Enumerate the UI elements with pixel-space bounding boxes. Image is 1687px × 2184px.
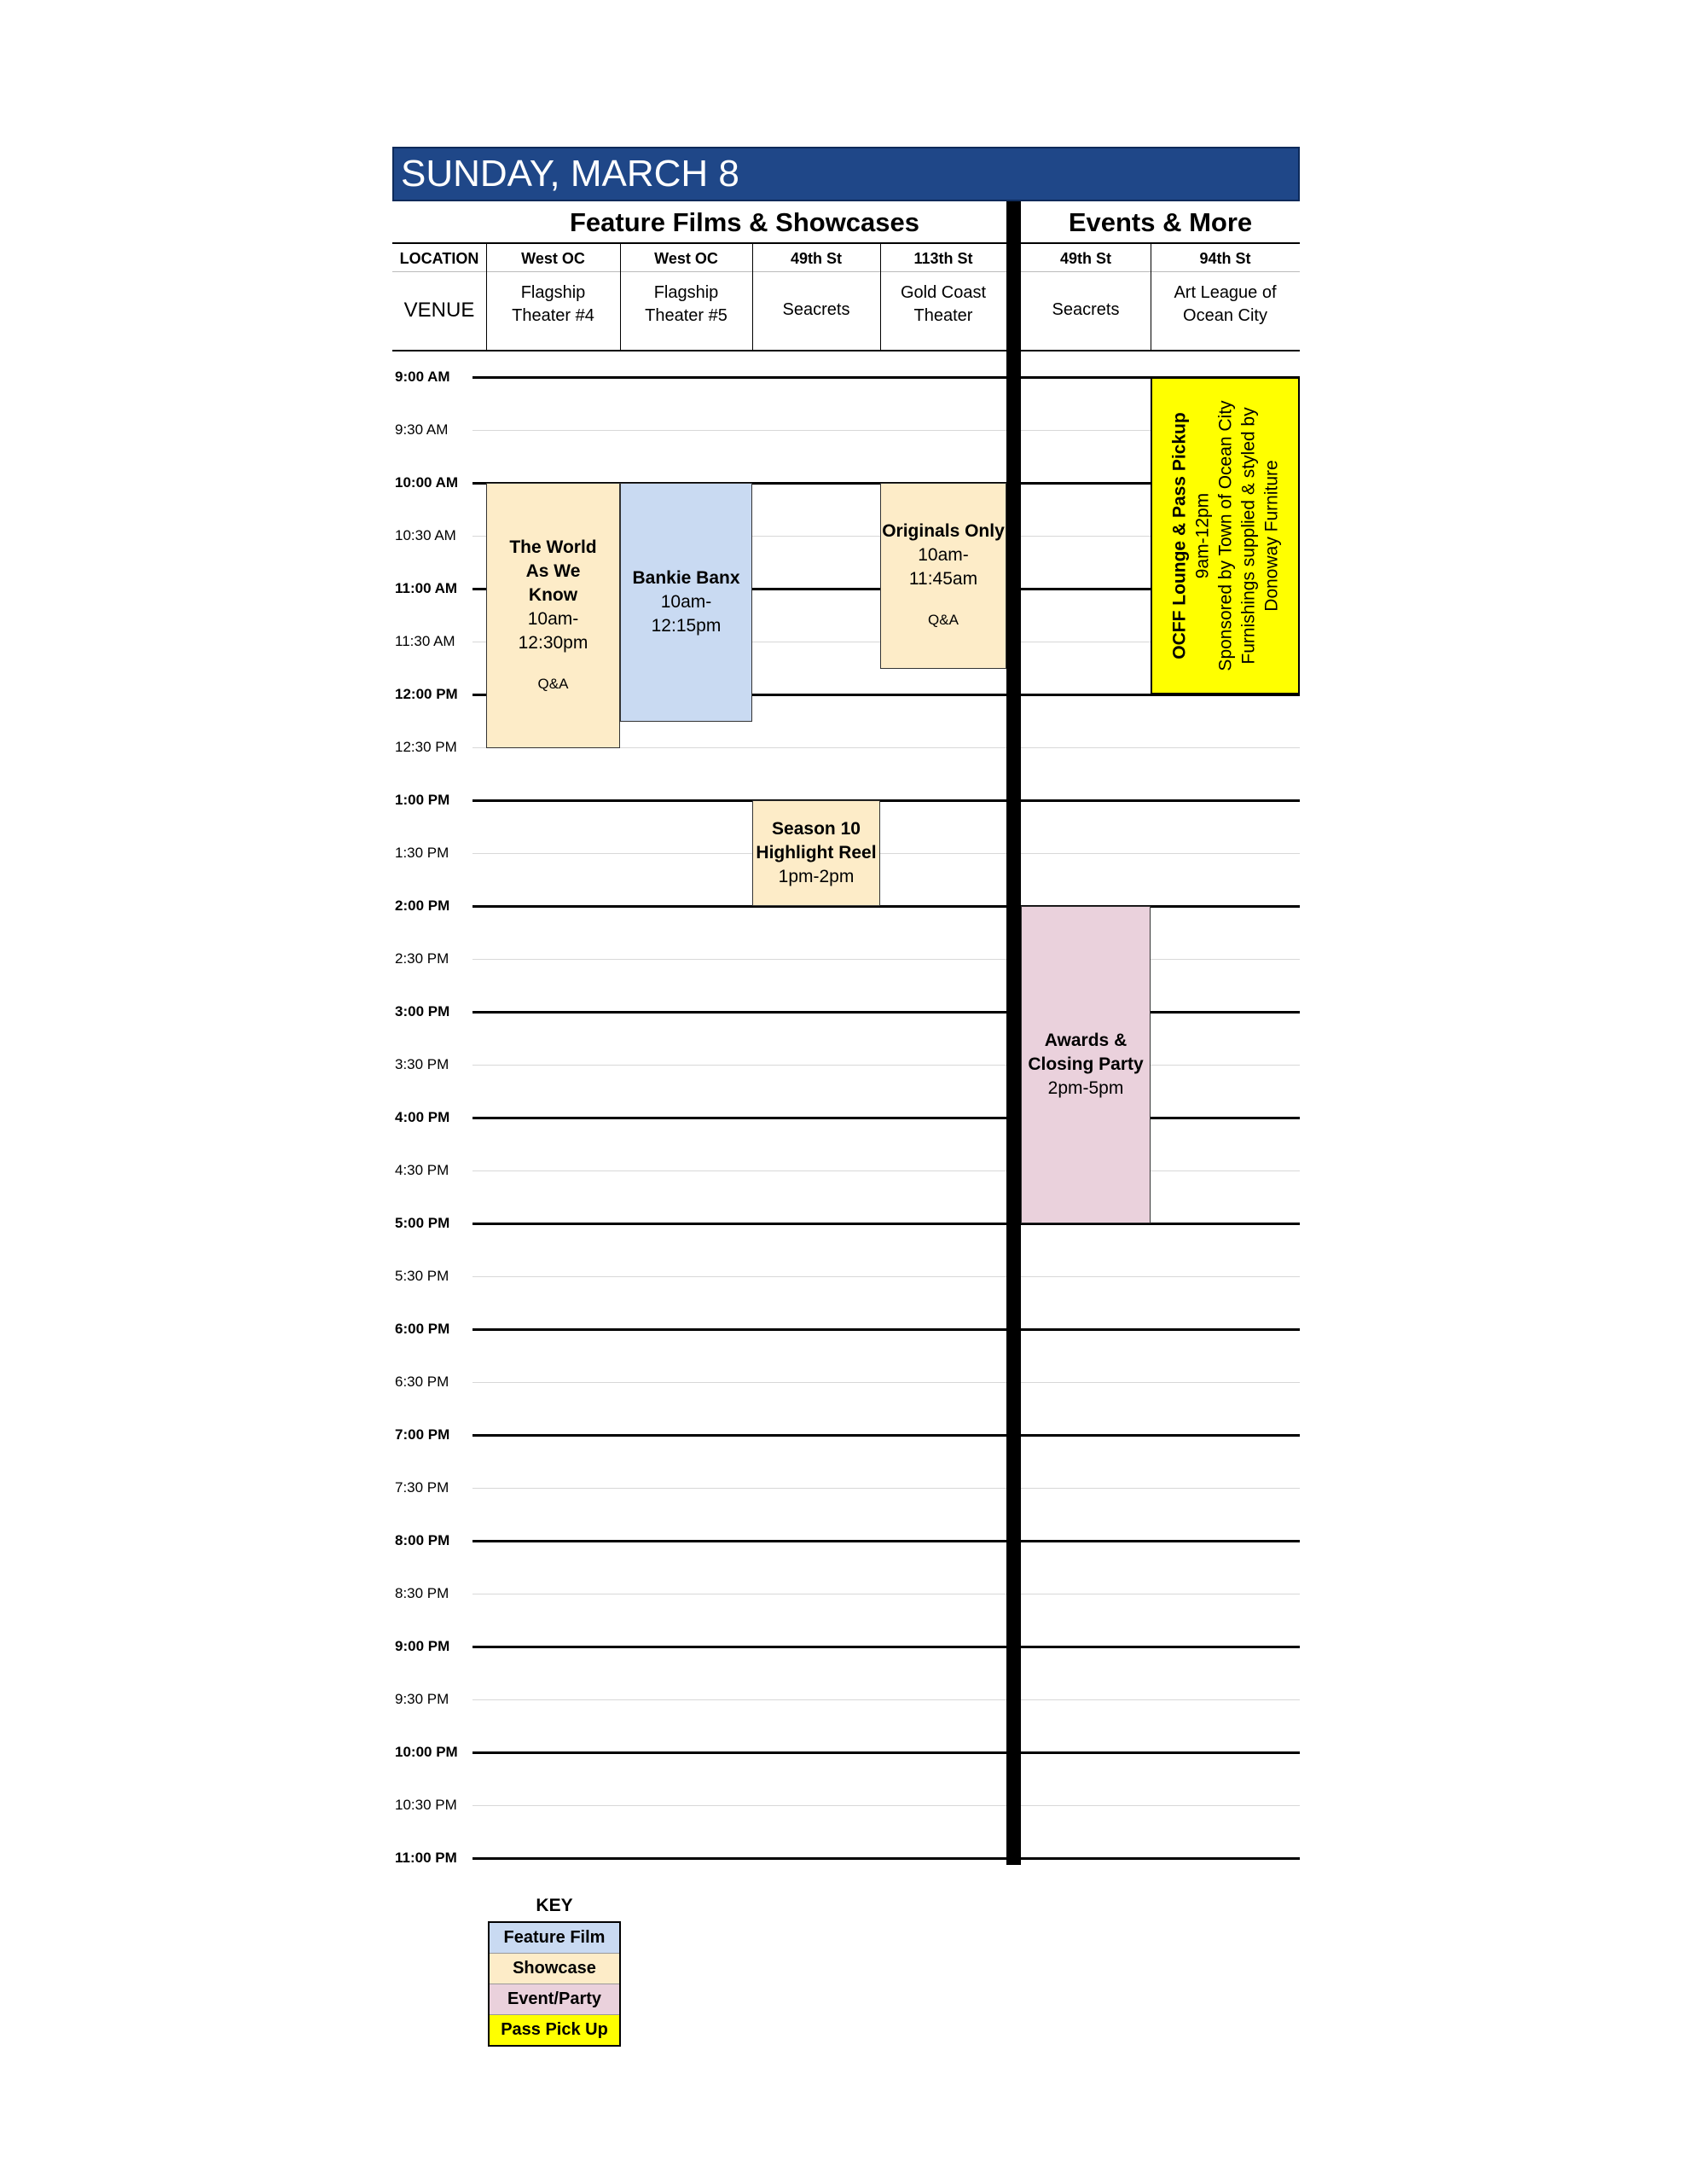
time-label: 7:00 PM [395,1426,450,1443]
legend [488,1921,621,2047]
venue-cell [1021,299,1151,322]
rotated-event-text [1168,382,1283,689]
hour-rule [472,1328,1300,1331]
hour-rule [472,1223,1300,1225]
event-sponsor: Donoway Furniture [1261,460,1281,612]
event-the-world-as-we-know[interactable] [486,483,620,748]
hour-rule [472,1117,1300,1119]
hour-rule [472,1857,1300,1860]
venue-line: Ocean City [1183,306,1267,325]
location-row-label: LOCATION [399,250,479,267]
half-hour-rule [472,1276,1300,1277]
event-time: 10am- [918,545,969,565]
time-label: 5:30 PM [395,1268,449,1284]
venue-line: Theater #4 [512,306,594,325]
event-originals-only[interactable] [880,483,1006,669]
time-label: 10:30 AM [395,527,456,543]
event-title: Originals Only [882,521,1005,541]
event-note: Q&A [928,612,959,628]
event-sponsor: Sponsored by Town of Ocean City [1215,400,1235,671]
hour-rule [472,1646,1300,1648]
time-label: 2:30 PM [395,950,449,967]
event-time: 2pm-5pm [1047,1078,1124,1098]
section-divider [1006,201,1021,1865]
event-time: 11:45am [908,569,978,589]
half-hour-rule [472,1805,1300,1806]
hour-rule [472,1540,1300,1542]
legend-item-pass-pick-up: Pass Pick Up [490,2015,619,2045]
venue-cell [880,282,1006,328]
hour-rule [472,1011,1300,1014]
hour-rule [472,905,1300,908]
time-label: 9:00 AM [395,369,450,385]
hour-rule [472,1751,1300,1754]
location-cell: West OC [654,250,718,267]
event-title: Season 10 [772,819,861,839]
venue-line: Seacrets [782,300,850,319]
legend-item-showcase: Showcase [490,1954,619,1984]
time-label: 2:00 PM [395,897,450,914]
location-cell: 113th St [913,250,973,267]
time-label: 11:30 AM [395,633,455,649]
venue-cell [620,282,752,328]
time-label: 7:30 PM [395,1479,449,1496]
venue-cell [486,282,620,328]
time-label: 10:00 AM [395,474,459,491]
time-label: 5:00 PM [395,1215,450,1231]
time-label: 10:30 PM [395,1797,457,1813]
time-label: 6:30 PM [395,1374,449,1390]
venue-line: Flagship [653,283,719,302]
event-title: The World [509,537,597,557]
half-hour-rule [472,1488,1300,1489]
page-title: SUNDAY, MARCH 8 [392,147,1300,201]
event-note: Q&A [537,675,569,692]
event-title: Highlight Reel [756,843,877,863]
venue-line: Seacrets [1052,300,1120,319]
time-label: 3:30 PM [395,1056,449,1072]
venue-line: Theater [913,306,973,325]
venue-line: Theater #5 [645,306,728,325]
event-time: 12:15pm [651,616,722,636]
venue-row-label: VENUE [403,299,475,322]
venue-line: Art League of [1174,283,1277,302]
event-title: As We [525,561,581,581]
time-label: 8:00 PM [395,1532,450,1548]
event-bankie-banx[interactable] [620,483,752,722]
header-rule-top [392,242,1300,244]
venue-line: Gold Coast [900,283,987,302]
venue-cell [1151,282,1300,328]
event-title: OCFF Lounge & Pass Pickup [1169,412,1189,659]
time-label: 9:00 PM [395,1638,450,1654]
hour-rule [472,1434,1300,1437]
time-label: 1:30 PM [395,845,449,861]
location-cell: West OC [521,250,585,267]
event-time: 1pm-2pm [778,867,855,886]
event-title: Closing Party [1028,1054,1144,1074]
location-cell: 49th St [790,250,842,267]
header-rule-bottom [392,350,1300,351]
half-hour-rule [472,959,1300,960]
legend-item-feature-film: Feature Film [490,1923,619,1954]
half-hour-rule [472,1382,1300,1383]
time-label: 10:00 PM [395,1744,458,1760]
time-label: 6:00 PM [395,1321,450,1337]
legend-title: KEY [536,1896,573,1915]
half-hour-rule [472,853,1300,854]
venue-cell [752,299,880,322]
location-cell: 94th St [1199,250,1251,267]
section-heading-films: Feature Films & Showcases [569,207,920,237]
time-label: 3:00 PM [395,1003,450,1019]
time-label: 4:30 PM [395,1162,449,1178]
time-label: 11:00 PM [395,1850,457,1866]
half-hour-rule [472,1065,1300,1066]
header-rule-middle [392,271,1300,272]
event-ocff-lounge-pass-pickup[interactable] [1151,377,1300,694]
time-label: 4:00 PM [395,1109,450,1125]
event-title: Bankie Banx [632,568,740,588]
event-time: 10am- [660,592,712,612]
event-sponsor: Furnishings supplied & styled by [1238,407,1258,665]
event-time: 10am- [527,608,579,629]
event-title: Know [528,584,578,605]
location-cell: 49th St [1059,250,1111,267]
time-label: 1:00 PM [395,792,450,808]
section-heading-events: Events & More [1068,207,1253,237]
half-hour-rule [472,1170,1300,1171]
time-label: 12:30 PM [395,739,457,755]
time-label: 8:30 PM [395,1585,449,1601]
event-time: 12:30pm [518,632,588,653]
time-label: 11:00 AM [395,580,458,596]
hour-rule [472,799,1300,802]
time-label: 12:00 PM [395,686,458,702]
event-title: Awards & [1044,1031,1128,1050]
event-awards-closing-party[interactable] [1021,906,1151,1223]
venue-line: Flagship [520,283,586,302]
event-time: 9am-12pm [1192,492,1212,579]
half-hour-rule [472,1699,1300,1700]
time-label: 9:30 PM [395,1691,449,1707]
time-label: 9:30 AM [395,421,449,438]
event-season-10-highlight-reel[interactable] [752,800,880,906]
legend-item-event-party: Event/Party [490,1984,619,2015]
